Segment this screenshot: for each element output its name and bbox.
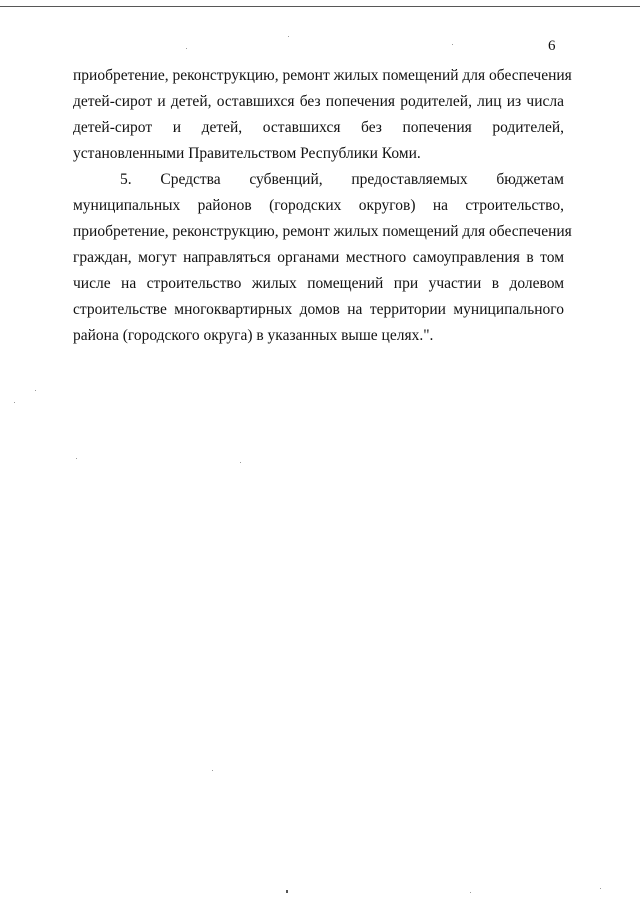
scan-speck — [14, 402, 15, 403]
scan-speck — [212, 770, 213, 771]
page-number: 6 — [548, 38, 556, 54]
text-line: детей-сирот и детей, оставшихся без попечения родителей, лиц из числа — [73, 93, 564, 110]
text-line: приобретение, реконструкцию, ремонт жилых помещений для обеспечения — [73, 67, 572, 84]
scan-speck — [470, 892, 471, 893]
text-line: муниципальных районов (городских округов) на строительство, — [73, 197, 564, 214]
scan-speck — [186, 48, 187, 49]
scan-speck — [76, 458, 77, 459]
scan-speck — [452, 44, 453, 45]
paragraph-start-line: 5. Средства субвенций, предоставляемых бюджетам — [120, 171, 564, 188]
scan-speck — [240, 462, 241, 463]
scan-speck — [600, 888, 601, 889]
scan-speck — [35, 390, 36, 391]
scan-edge-line — [0, 6, 640, 7]
text-line: района (городского округа) в указанных выше целях.". — [73, 327, 434, 344]
text-line: граждан, могут направляться органами местного самоуправления в том — [73, 249, 564, 266]
scan-speck — [288, 36, 289, 37]
text-line: приобретение, реконструкцию, ремонт жилых помещений для обеспечения — [73, 223, 572, 240]
text-line: детей-сирот и детей, оставшихся без попечения родителей, — [73, 119, 564, 136]
text-line: установленными Правительством Республики Коми. — [73, 145, 421, 162]
text-line: строительстве многоквартирных домов на территории муниципального — [73, 301, 564, 318]
scan-speck — [286, 890, 288, 893]
text-line: числе на строительство жилых помещений при участии в долевом — [73, 275, 564, 292]
